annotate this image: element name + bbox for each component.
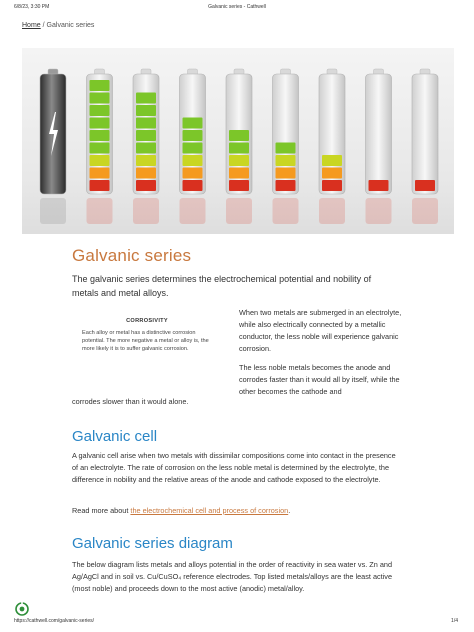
charge-segment — [136, 105, 156, 116]
battery-body — [366, 74, 392, 194]
charge-segment — [183, 143, 203, 154]
battery-reflection — [180, 198, 206, 224]
breadcrumb — [22, 22, 94, 29]
read-more — [72, 506, 402, 515]
print-header — [0, 4, 474, 14]
charge-segment — [90, 118, 110, 129]
charge-segment — [183, 168, 203, 179]
battery-5 — [226, 69, 252, 224]
galvanic-series-diagram-text: The below diagram lists metals and alloys potential in the order of reactivity in sea water vs. Zn and Ag/AgCl and in soil vs. Cu/CuSO₄ reference electrodes. Top listed metals/alloys are the least active (most noble) and proceeds down to the most active (anodic) metal/alloy. — [72, 560, 393, 593]
charge-segment — [229, 143, 249, 154]
read-more-suffix: . — [288, 506, 291, 515]
charge-segment — [90, 168, 110, 179]
charge-segment — [276, 180, 296, 191]
charge-segment — [183, 180, 203, 191]
galvanic-series-diagram-heading: Galvanic series diagram — [72, 535, 233, 552]
charge-segment — [322, 168, 342, 179]
print-date: 6/8/23, 3:30 PM — [14, 4, 50, 10]
battery-2 — [87, 69, 113, 224]
battery-reflection — [133, 198, 159, 224]
battery-reflection — [87, 198, 113, 224]
charge-segment — [415, 180, 435, 191]
battery-levels-illustration — [22, 48, 454, 234]
right-column-paragraph-1: When two metals are submerged in an electrolyte, while also electrically connected by a metallic conductor, the less noble will experience galvanic corrosion. — [239, 308, 402, 353]
charge-segment — [90, 105, 110, 116]
hero-image — [22, 48, 454, 234]
battery-9 — [412, 69, 438, 224]
charge-segment — [322, 180, 342, 191]
callout-text: Each alloy or metal has a distinctive corrosion potential. The more negative a metal or alloy is, the more likely it is to suffer galvanic corrosion. — [82, 330, 209, 352]
page-number: 1/4 — [451, 618, 458, 624]
breadcrumb-separator: / — [42, 22, 45, 29]
battery-reflection — [366, 198, 392, 224]
continuation-text: corrodes slower than it would alone. — [72, 397, 189, 406]
print-title: Galvanic series - Cathwell — [208, 4, 266, 10]
battery-reflection — [273, 198, 299, 224]
charge-segment — [183, 155, 203, 166]
charge-segment — [229, 155, 249, 166]
galvanic-cell-text: A galvanic cell arise when two metals with dissimilar compositions come into contact in the presence of an electrolyte. The rate of corrosion on the less noble metal is determined by the electrolyte, the difference in nobility and the relative areas of the anode and cathode exposed to the electrolyte. — [72, 451, 396, 484]
charge-segment — [183, 118, 203, 129]
battery-4 — [180, 69, 206, 224]
right-column-paragraph-2: The less noble metals becomes the anode and corrodes faster than it would all by itself, while the other becomes the cathode and — [239, 363, 400, 396]
charge-segment — [183, 130, 203, 141]
charge-segment — [369, 180, 389, 191]
read-more-prefix: Read more about — [72, 506, 129, 515]
charge-segment — [90, 143, 110, 154]
charge-segment — [136, 180, 156, 191]
page-title: Galvanic series — [72, 246, 192, 265]
battery-6 — [273, 69, 299, 224]
breadcrumb-current: Galvanic series — [46, 22, 95, 29]
battery-8 — [366, 69, 392, 224]
charge-segment — [90, 155, 110, 166]
charge-segment — [136, 93, 156, 104]
charge-segment — [90, 180, 110, 191]
battery-reflection — [412, 198, 438, 224]
cathwell-logo-icon — [15, 602, 29, 616]
charge-segment — [90, 80, 110, 91]
charge-segment — [90, 130, 110, 141]
breadcrumb-home-link[interactable]: Home — [22, 22, 41, 29]
battery-reflection — [226, 198, 252, 224]
battery-3 — [133, 69, 159, 224]
charge-segment — [136, 130, 156, 141]
battery-body — [412, 74, 438, 194]
charge-segment — [136, 143, 156, 154]
battery-reflection — [319, 198, 345, 224]
battery-reflection — [40, 198, 66, 224]
charge-segment — [229, 130, 249, 141]
charge-segment — [136, 118, 156, 129]
galvanic-cell-heading: Galvanic cell — [72, 428, 158, 445]
print-footer — [0, 618, 474, 628]
battery-7 — [319, 69, 345, 224]
corrosivity-callout — [72, 318, 222, 353]
charge-segment — [229, 180, 249, 191]
battery-1 — [40, 69, 66, 224]
charge-segment — [276, 155, 296, 166]
charge-segment — [276, 168, 296, 179]
lede-paragraph: The galvanic series determines the electrochemical potential and nobility of metals and metal alloys. — [72, 274, 372, 298]
footer-url: https://cathwell.com/galvanic-series/ — [14, 618, 95, 624]
right-column — [239, 307, 409, 405]
charge-segment — [90, 93, 110, 104]
electrochemical-cell-link[interactable]: the electrochemical cell and process of corrosion — [130, 506, 289, 515]
charge-segment — [136, 155, 156, 166]
charge-segment — [276, 143, 296, 154]
charge-segment — [229, 168, 249, 179]
charge-segment — [136, 168, 156, 179]
callout-heading: CORROSIVITY — [126, 318, 168, 324]
charge-segment — [322, 155, 342, 166]
